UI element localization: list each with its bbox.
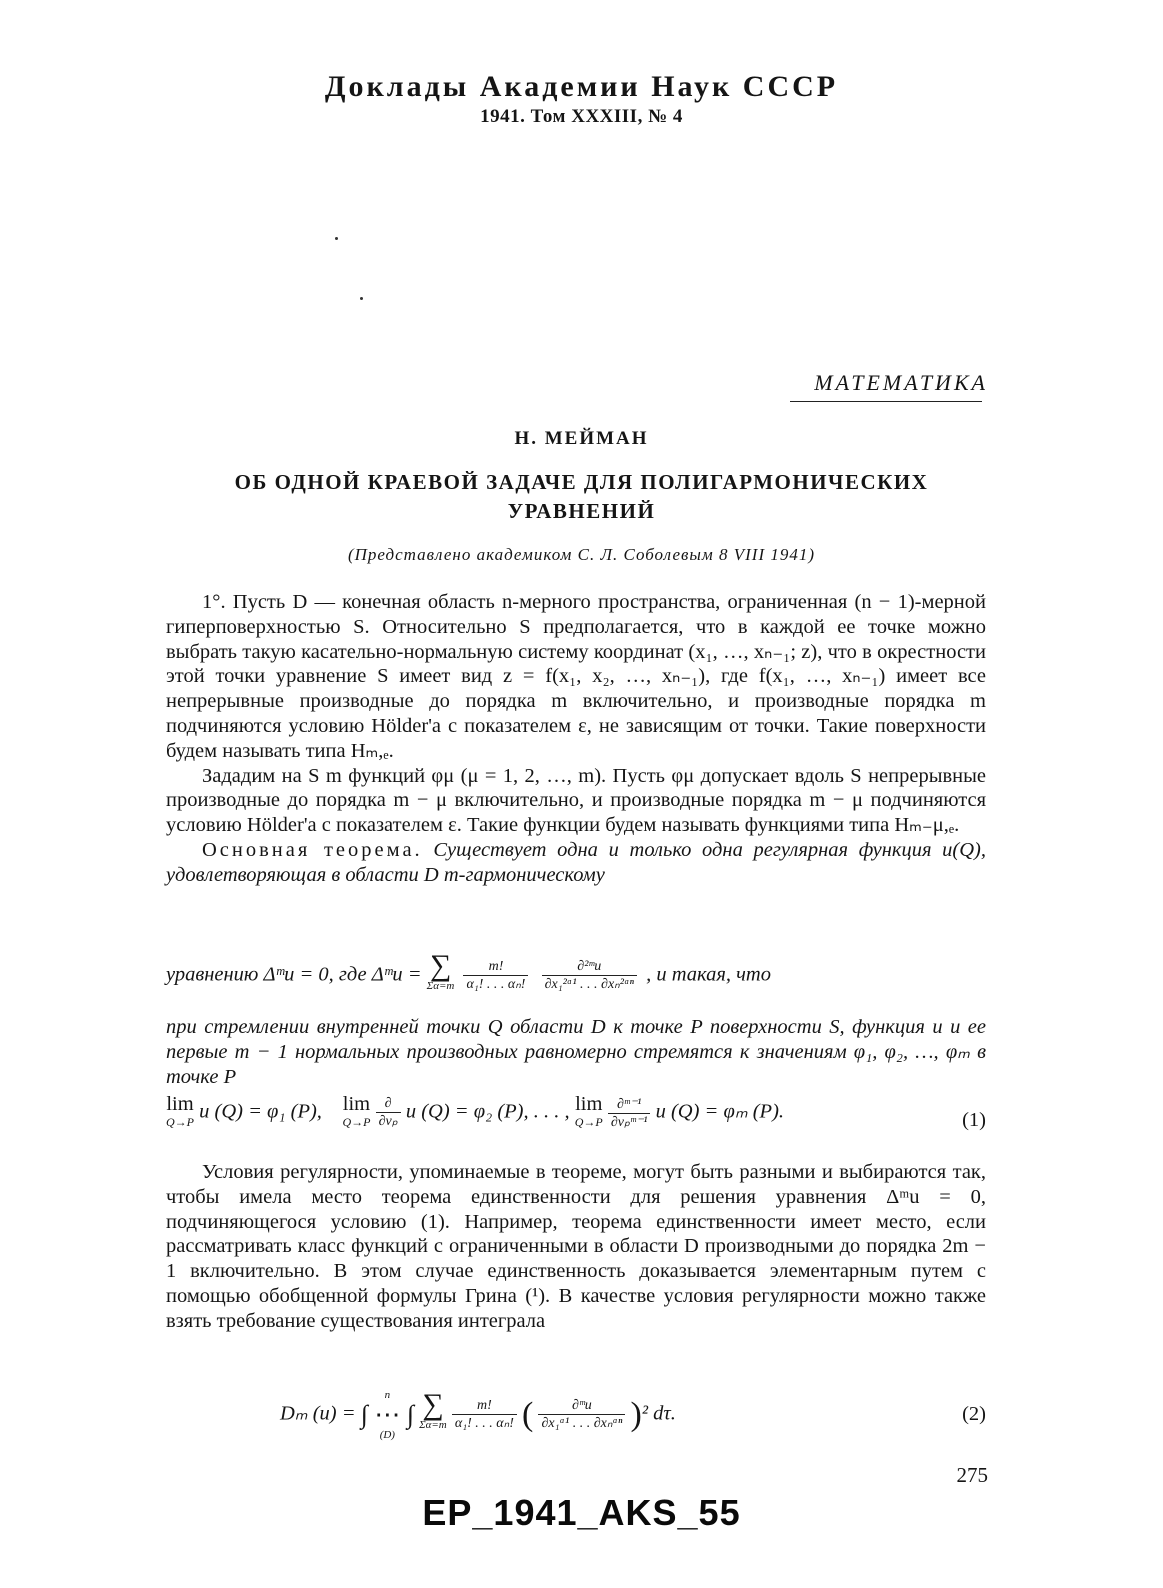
fraction-denominator: ∂νₚ <box>378 1114 398 1129</box>
section-label: МАТЕМАТИКА <box>814 370 988 395</box>
integral-top: n <box>384 1389 391 1401</box>
body-text-2 <box>166 1160 986 1334</box>
equation-number: (1) <box>962 1109 986 1131</box>
equation-1-part-3: u (Q) = φₘ (P). <box>655 1100 785 1123</box>
fraction-denominator: ∂νₚᵐ⁻¹ <box>610 1114 648 1130</box>
title-line-2: УРАВНЕНИЙ <box>507 499 656 523</box>
formula-lead: уравнению Δᵐu = 0, где Δᵐu = <box>166 963 422 986</box>
article-title <box>0 468 1163 526</box>
page-number: 275 <box>956 1463 988 1487</box>
fraction-numerator: ∂ᵐu <box>538 1398 625 1415</box>
higher-derivative-fraction <box>608 1096 651 1131</box>
right-paren: ) <box>630 1396 642 1433</box>
limit-subscript: Q→P <box>574 1115 603 1129</box>
limit-label: lim <box>575 1093 603 1115</box>
presented-by: (Представлено академиком С. Л. Соболевым 8 VIII 1941) <box>347 545 816 564</box>
limit-operator <box>342 1095 370 1131</box>
integral-domain: (D) <box>379 1429 395 1441</box>
equation-1 <box>166 1095 986 1150</box>
theorem-text: Существует одна и только одна регулярная функция u(Q), удовлетворяющая в области D m-гармоническому <box>166 838 986 886</box>
normal-derivative-fraction <box>376 1096 401 1130</box>
scan-speck <box>335 237 338 240</box>
fraction-denominator: ∂x₁ᵅ¹ . . . ∂xₙᵅⁿ <box>541 1416 623 1431</box>
fraction-multinomial <box>463 959 528 993</box>
section-underline <box>790 401 982 402</box>
left-paren: ( <box>521 1396 534 1433</box>
sum-subscript: Σα=m <box>419 1419 447 1431</box>
limit-label: lim <box>166 1093 194 1115</box>
equation-2 <box>280 1385 986 1445</box>
sum-subscript: Σα=m <box>426 980 455 992</box>
integral-symbol: ∫ ⋯ ∫ <box>360 1400 414 1429</box>
equation-1-part-2: u (Q) = φ₂ (P), . . . , <box>405 1100 570 1123</box>
fraction-numerator: ∂ <box>376 1096 401 1113</box>
fraction-multinomial <box>452 1398 517 1432</box>
limit-subscript: Q→P <box>166 1115 194 1129</box>
fraction-derivative <box>538 1398 625 1432</box>
limit-label: lim <box>342 1093 371 1115</box>
fraction-denominator: α₁! . . . αₙ! <box>454 1416 514 1431</box>
limit-subscript: Q→P <box>342 1115 371 1129</box>
formula-tail: , и такая, что <box>646 963 771 986</box>
title-line-1: ОБ ОДНОЙ КРАЕВОЙ ЗАДАЧЕ ДЛЯ ПОЛИГАРМОНИЧЕСКИХ <box>234 470 929 494</box>
paragraph-3: Условия регулярности, упоминаемые в теореме, могут быть разными и выбираются так, чтобы имела место теорема единственности для решения уравнения Δᵐu = 0, подчиняющегося условию (1). Например, теорема единственности имеет место, если рассматривать класс функций с ограниченными в области D производными до порядка 2m − 1 включительно. В этом случае единственность доказывается элементарным путем с помощью обобщенной формулы Грина (¹). В качестве условия регулярности можно также взять требование существования интеграла <box>166 1161 986 1332</box>
journal-issue: 1941. Том XXXIII, № 4 <box>480 106 683 127</box>
paragraph-2: Зададим на S m функций φμ (μ = 1, 2, …, m). Пусть φμ допускает вдоль S непрерывные производные до порядка m − μ включительно, и производные порядка m − μ подчиняются условию Hölder'а с показателем ε. Такие функции будем называть функциями типа Hₘ₋μ,ₑ. <box>166 764 986 837</box>
author: Н. МЕЙМАН <box>514 428 649 449</box>
condition-text: при стремлении внутренней точки Q области D к точке P поверхности S, функция u и ее первые m − 1 нормальных производных равномерно стремятся к значениям φ₁, φ₂, …, φₘ в точке P <box>166 1016 986 1088</box>
fraction-numerator: ∂ᵐ⁻¹ <box>608 1096 651 1114</box>
equation-2-lhs: Dₘ (u) = <box>280 1402 356 1425</box>
fraction-denominator: α₁! . . . αₙ! <box>466 977 526 992</box>
equation-number: (2) <box>962 1403 986 1425</box>
theorem-paragraph <box>166 838 986 888</box>
fraction-derivative <box>542 959 637 993</box>
paragraph-1: 1°. Пусть D — конечная область n-мерного пространства, ограниченная (n − 1)-мерной гиперповерхностью S. Относительно S предполагается, что в каждой ее точке можно выбрать такую касательно-нормальную систему координат (x₁, …, xₙ₋₁; z), что в окрестности этой точки уравнение S имеет вид z = f(x₁, x₂, …, xₙ₋₁), где f(x₁, …, xₙ₋₁) имеет все непрерывные производные до порядка m включительно, и производные порядка m подчиняются условию Hölder'а с показателем ε, не зависящим от точки. Такие поверхности будем называть типа Hₘ,ₑ. <box>166 591 986 762</box>
journal-title: Доклады Академии Наук СССР <box>324 70 839 103</box>
sum-symbol: ∑ Σα=m <box>419 1395 447 1435</box>
limit-operator <box>575 1095 603 1131</box>
archive-id-watermark: EP_1941_AKS_55 <box>422 1492 741 1533</box>
equation-1-part-1: u (Q) = φ₁ (P), <box>199 1100 322 1123</box>
integral-operator <box>361 1385 414 1445</box>
fraction-numerator: ∂²ᵐu <box>542 959 637 976</box>
equation-2-tail: ² dτ. <box>641 1402 676 1425</box>
limit-operator <box>166 1095 194 1131</box>
scan-speck <box>360 297 363 300</box>
body-text <box>166 590 986 888</box>
sum-symbol: ∑ Σα=m <box>427 956 455 996</box>
fraction-denominator: ∂x₁²ᵅ¹ . . . ∂xₙ²ᵅⁿ <box>544 977 634 992</box>
theorem-label: Основная теорема. <box>202 838 423 861</box>
fraction-numerator: m! <box>452 1398 517 1415</box>
formula-main <box>166 949 986 1006</box>
fraction-numerator: m! <box>463 959 528 976</box>
